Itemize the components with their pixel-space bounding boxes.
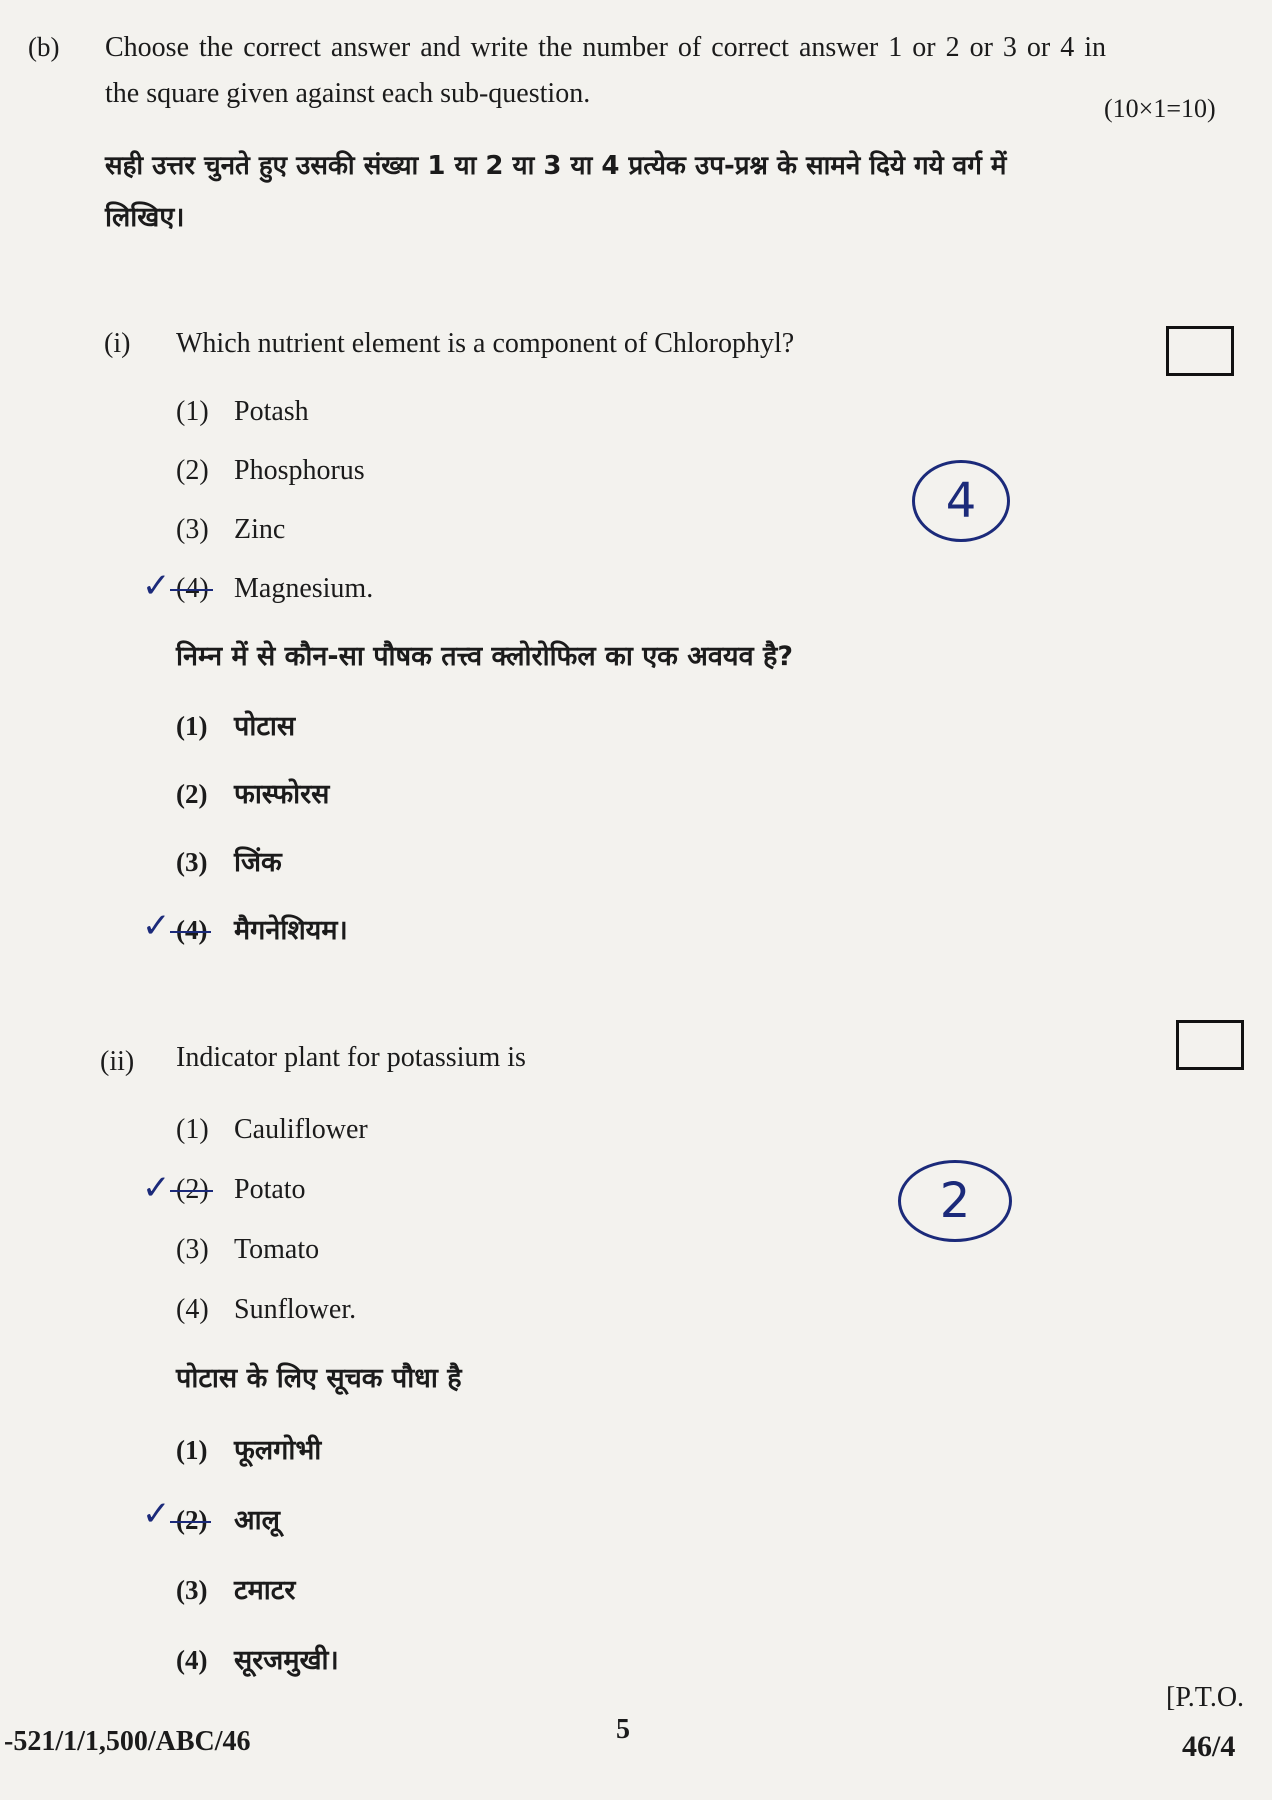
option-number: (4) — [176, 573, 209, 604]
hindi-option-item: (3) जिंक — [176, 847, 282, 878]
option-item — [176, 455, 365, 487]
handwritten-answer-circle: 4 — [912, 460, 1010, 542]
option-item — [176, 573, 373, 605]
checkmark-icon: ✓ — [142, 1494, 171, 1534]
question-number: (i) — [104, 328, 131, 359]
option-item: (2) Potato — [176, 1174, 306, 1205]
instruction-line-1: Choose the correct answer and write the number of correct answer 1 or 2 or 3 or 4 in — [105, 32, 1106, 63]
option-number: (1) — [176, 396, 209, 427]
marks-label: (10×1=10) — [1104, 94, 1216, 123]
checkmark-icon: ✓ — [142, 1168, 171, 1208]
hindi-option-item: (1) पोटास — [176, 711, 296, 742]
option-text: Magnesium. — [234, 573, 374, 604]
hindi-option-item: (4) सूरजमुखी। — [176, 1645, 339, 1676]
checkmark-icon: ✓ — [142, 566, 171, 606]
hindi-option-item: (2) फास्फोरस — [176, 779, 330, 810]
answer-box[interactable] — [1166, 326, 1234, 376]
hindi-option-item: (4) मैगनेशियम। — [176, 915, 348, 946]
hindi-instruction-line-2: लिखिए। — [105, 202, 185, 233]
hindi-question-text: पोटास के लिए सूचक पौधा है — [176, 1363, 462, 1394]
instruction-line-2: the square given against each sub-question. — [105, 78, 591, 109]
hindi-instruction-line-1: सही उत्तर चुनते हुए उसकी संख्या 1 या 2 या 3 या 4 प्रत्येक उप-प्रश्न के सामने दिये गये वर्ग में — [105, 151, 1007, 181]
part-label: (b) — [28, 32, 60, 62]
question-number: (ii) — [100, 1046, 135, 1077]
option-number: (3) — [176, 514, 209, 545]
option-item — [176, 514, 285, 546]
hindi-option-item: (1) फूलगोभी — [176, 1435, 322, 1466]
option-text: Phosphorus — [234, 455, 365, 486]
page-number: 5 — [616, 1714, 630, 1745]
hindi-question-text: निम्न में से कौन-सा पौषक तत्त्व क्लोरोफिल का एक अवयव है? — [176, 641, 793, 672]
hindi-option-item: (3) टमाटर — [176, 1575, 296, 1606]
answer-box[interactable] — [1176, 1020, 1244, 1070]
option-number: (2) — [176, 455, 209, 486]
option-item: (4) Sunflower. — [176, 1294, 357, 1325]
option-item: (1) Cauliflower — [176, 1114, 368, 1145]
question-text: Indicator plant for potassium is — [176, 1042, 526, 1073]
option-text: Zinc — [234, 514, 286, 545]
pto-label: [P.T.O. — [1166, 1682, 1245, 1713]
question-text: Which nutrient element is a component of Chlorophyl? — [176, 328, 795, 359]
option-item: (3) Tomato — [176, 1234, 320, 1265]
page-code: 46/4 — [1182, 1730, 1236, 1763]
handwritten-answer-circle: 2 — [898, 1160, 1012, 1242]
hindi-option-item: (2) आलू — [176, 1505, 280, 1536]
option-text: Potash — [234, 396, 309, 427]
option-item — [176, 396, 309, 428]
paper-code: -521/1/1,500/ABC/46 — [4, 1726, 251, 1757]
checkmark-icon: ✓ — [142, 906, 171, 946]
